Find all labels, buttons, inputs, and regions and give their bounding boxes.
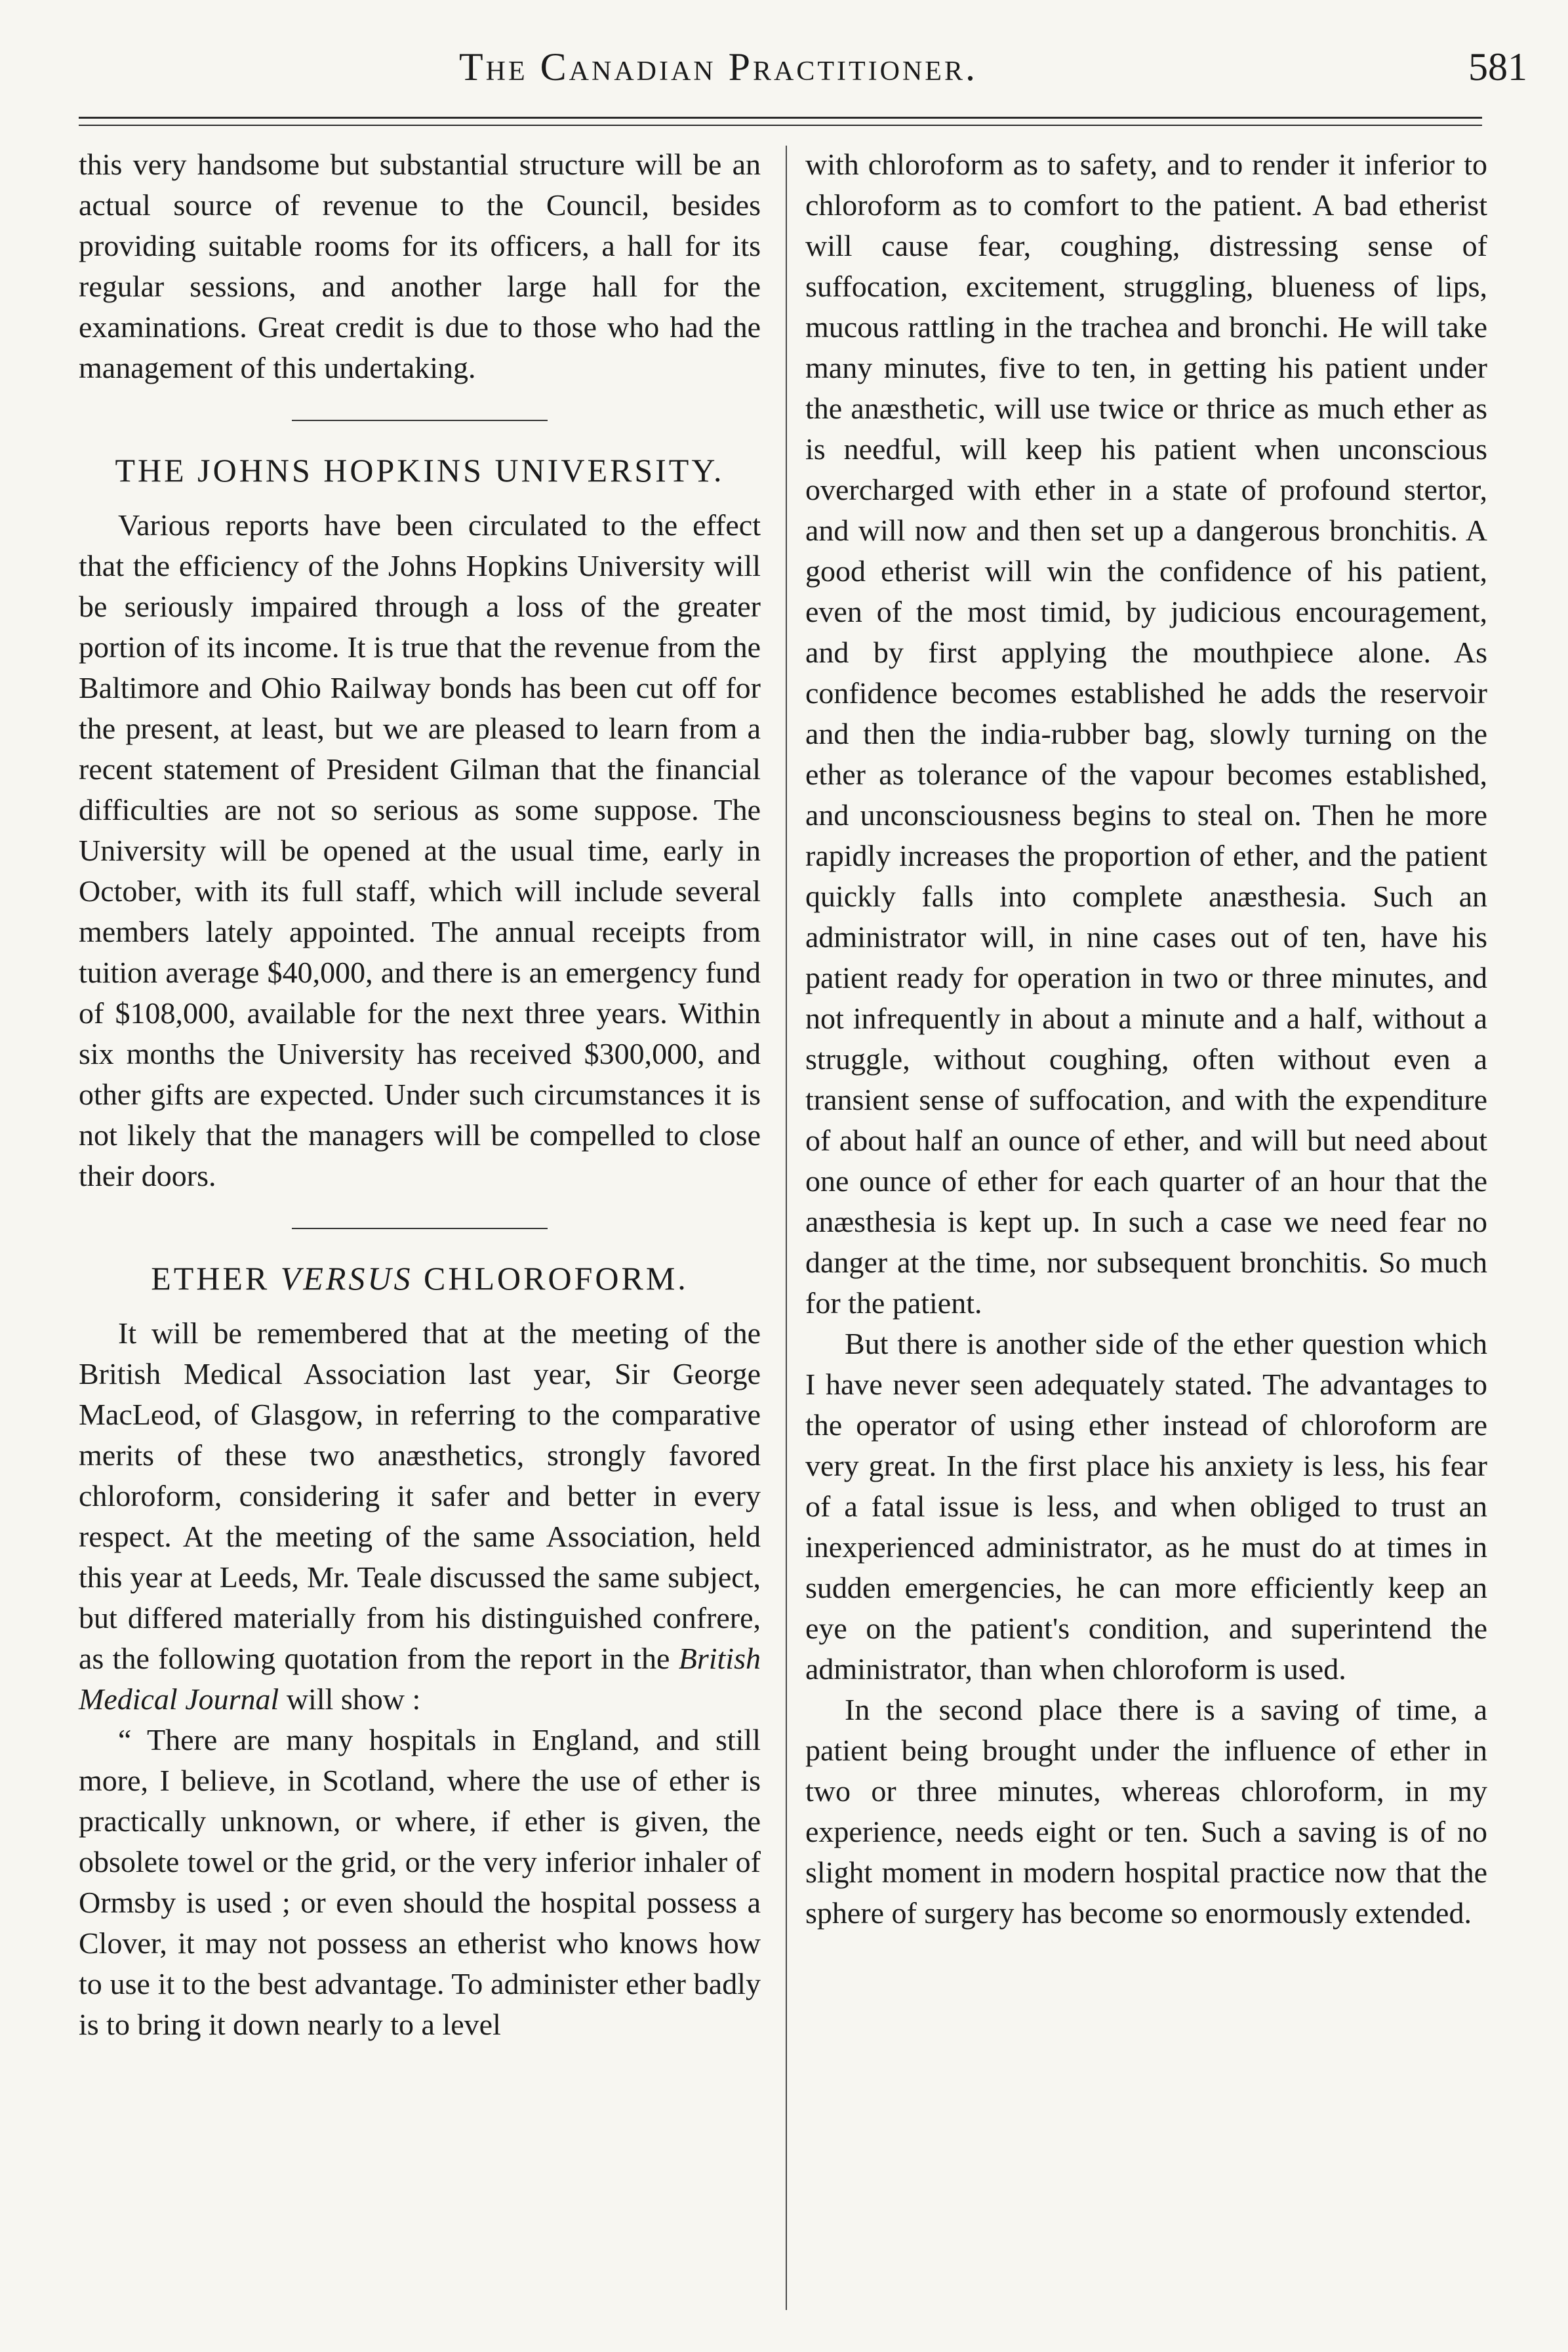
section-divider: [292, 1228, 548, 1229]
page-header: [0, 39, 1568, 105]
ether-intro-paragraph: [79, 1313, 761, 1720]
text-run: will show :: [279, 1682, 421, 1716]
operator-advantages-paragraph: But there is another side of the ether question which I have never seen adequately stated. The advantages to the operator of using ether instead of chloroform are very great. In the first place his anxiety is less, his fear of a fatal issue is less, and when obliged to trust an inexperienced administrator, as he must do at times in sudden emergencies, he can more efficiently keep an eye on the patient's condition, and superintend the administrator, than when chloroform is used.: [805, 1327, 1487, 1686]
hopkins-paragraph: Various reports have been circulated to the effect that the efficiency of the Johns Hopkins University will be seriously impaired through a loss of the greater portion of its income. It is true that the revenue from the Baltimore and Ohio Railway bonds has been cut off for the present, at least, but we are pleased to learn from a recent statement of President Gilman that the financial difficulties are not so serious as some suppose. The University will be opened at the usual time, early in October, with its full staff, which will include several members lately appointed. The annual receipts from tuition average $40,000, and there is an emergency fund of $108,000, available for the next three years. Within six months the University has received $300,000, and other gifts are expected. Under such circumstances it is not likely that the managers will be compelled to close their doors.: [79, 508, 761, 1192]
header-rule: [79, 117, 1482, 119]
section-divider: [292, 420, 548, 421]
quotation-continued-paragraph: with chloroform as to safety, and to render it inferior to chloroform as to comfort to the patient. A bad etherist will cause fear, coughing, distressing sense of suffocation, excitement, struggling, blueness of lips, mucous rattling in the trachea and bronchi. He will take many minutes, five to ten, in getting his patient under the anæsthetic, will use twice or thrice as much ether as is needful, will keep his patient when unconscious overcharged with ether in a state of profound stertor, and will now and then set up a dangerous bronchitis. A good etherist will win the confidence of his patient, even of the most timid, by judicious encouragement, and by first applying the mouthpiece alone. As confidence becomes established he adds the reservoir and then the india-rubber bag, slowly turning on the ether as tolerance of the vapour becomes established, and unconsciousness begins to steal on. Then he more rapidly increases the proportion of ether, and the patient quickly falls into complete anæsthesia. Such an administrator will, in nine cases out of ten, have his patient ready for operation in two or three minutes, and not infrequently in about a minute and a half, without a struggle, without coughing, often without even a transient sense of suffocation, and with the expenditure of about half an ounce of ether, and will but need about one ounce of ether for each quarter of an hour that the anæsthesia is kept up. In such a case we need fear no danger at the time, nor subsequent bronchitis. So much for the patient.: [805, 148, 1487, 1320]
right-column: [805, 144, 1487, 2322]
column-divider: [786, 146, 787, 2310]
journal-title: British Medical Journal: [79, 1642, 761, 1716]
saving-time-paragraph: In the second place there is a saving of time, a patient being brought under the influence of ether in two or three minutes, whereas chloroform, in my experience, needs eight or ten. Such a saving is of no slight moment in modern hospital practice now that the sphere of surgery has become so enormously extended.: [805, 1693, 1487, 1930]
heading-johns-hopkins: THE JOHNS HOPKINS UNIVERSITY.: [115, 452, 725, 489]
heading-part: CHLOROFORM.: [412, 1260, 689, 1297]
council-paragraph: this very handsome but substantial structure will be an actual source of revenue to the Council, besides providing suitable rooms for its officers, a hall for its regular sessions, and another large hall for the examinations. Great credit is due to those who had the management of this undertaking.: [79, 148, 761, 384]
text-run: It will be remembered that at the meeting of the British Medical Association last year, Sir George MacLeod, of Glasgow, in referring to the comparative merits of these two anæsthetics, strongly favored chloroform, considering it safer and better in every respect. At the meeting of the same Association, held this year at Leeds, Mr. Teale discussed the same subject, but differed materially from his distinguished confrere, as the following quotation from the report in the: [79, 1316, 761, 1675]
left-column: [79, 144, 761, 2322]
header-rule-thin: [79, 125, 1482, 126]
heading-ether-versus-chloroform: [79, 1258, 761, 1299]
heading-part: ETHER: [151, 1260, 281, 1297]
quotation-paragraph: “ There are many hospitals in England, and still more, I believe, in Scotland, where the use of ether is practically unknown, or where, if ether is given, the obsolete towel or the grid, or the very inferior inhaler of Ormsby is used ; or even should the hospital possess a Clover, it may not possess an etherist who knows how to use it to the best advantage. To administer ether badly is to bring it down nearly to a level: [79, 1723, 761, 2041]
running-title: The Canadian Practitioner.: [459, 45, 978, 89]
heading-versus: VERSUS: [280, 1260, 413, 1297]
page-number: 581: [1468, 45, 1527, 89]
